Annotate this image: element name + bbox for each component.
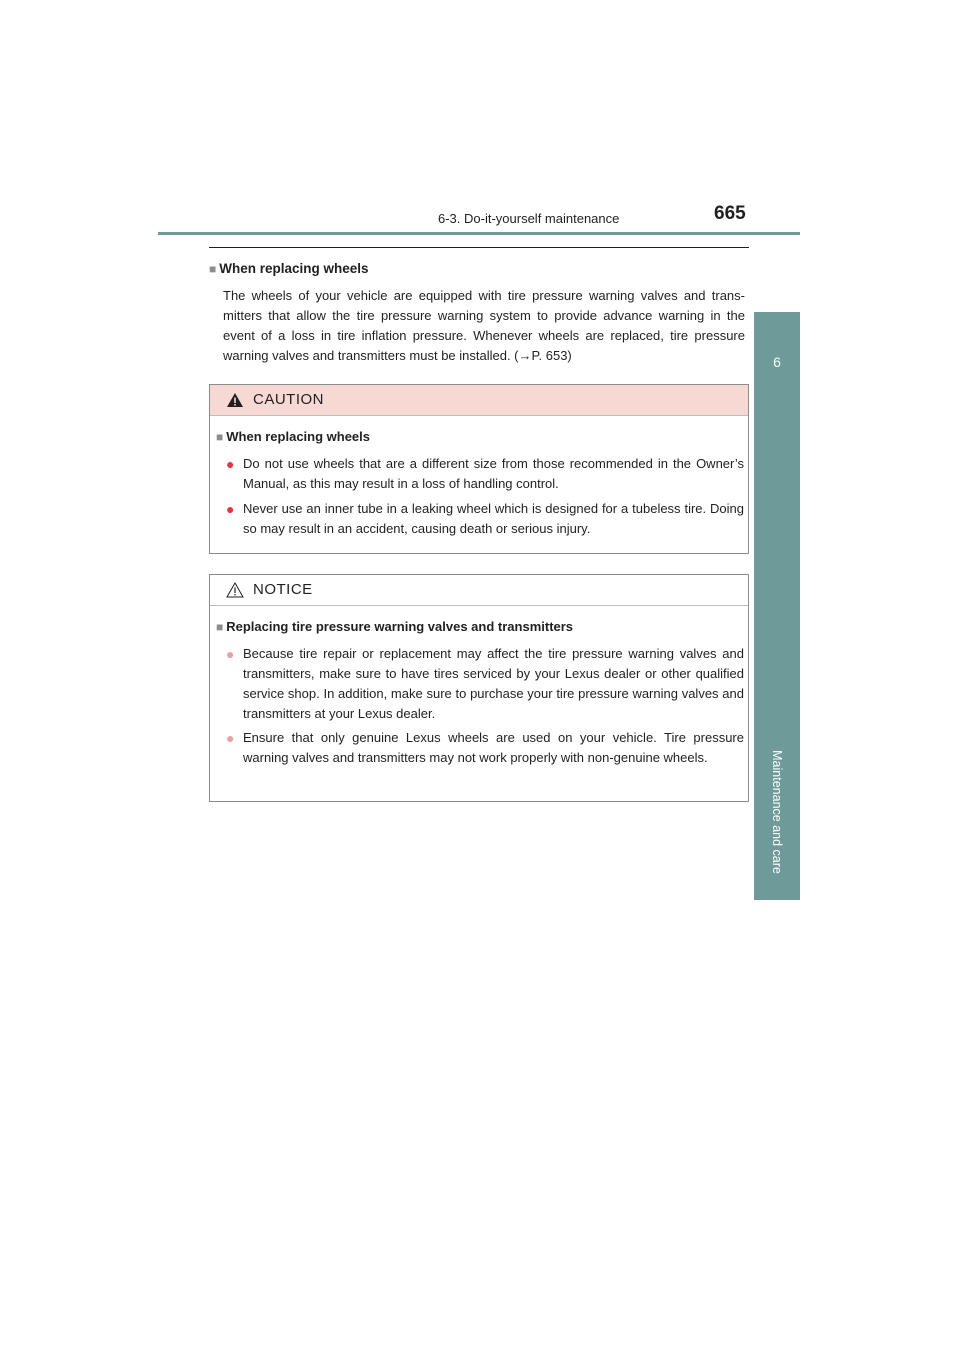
page-number: 665: [714, 203, 746, 224]
header-rule: [158, 232, 800, 235]
header-section-title: 6-3. Do-it-yourself maintenance: [438, 211, 620, 226]
warning-triangle-icon: [226, 392, 244, 408]
intro-paragraph: The wheels of your vehicle are equipped with tire pressure warning valves and trans-mitters that allow the tire pressure warning system to provide advance warning in the event of a loss in tire inflation pressure. Whenever wheels are replaced, tire pressure warning valves and transmitters must be installed. (→P. 653): [223, 288, 745, 363]
notice-bullet: [226, 644, 744, 724]
notice-triangle-icon: [226, 582, 244, 598]
chapter-label-container: [762, 742, 792, 882]
chapter-label: Maintenance and care: [770, 750, 784, 874]
circle-bullet-icon: ●: [226, 456, 235, 472]
caution-bullet: [226, 499, 744, 539]
circle-bullet-icon: ●: [226, 730, 235, 746]
chapter-side-tab: [754, 312, 800, 900]
notice-bullet: [226, 728, 744, 768]
notice-bullet-text: Because tire repair or replacement may affect the tire pressure warning valves and transmitters, make sure to have tires serviced by your Lexus dealer or other qualified service shop. In addition, make sure to purchase your tire pressure warning valves and transmitters at your Lexus dealer.: [243, 646, 744, 721]
notice-bullet-text: Ensure that only genuine Lexus wheels are used on your vehicle. Tire pressure warning valves and transmitters may not work properly with non-genuine wheels.: [243, 730, 744, 765]
caution-header: [210, 385, 748, 416]
circle-bullet-icon: ●: [226, 646, 235, 662]
caution-bullet-text: Never use an inner tube in a leaking wheel which is designed for a tubeless tire. Doing so may result in an accident, causing death or serious injury.: [243, 501, 744, 536]
square-bullet-icon: ■: [216, 430, 224, 444]
caution-heading: [216, 429, 370, 444]
caution-heading-text: When replacing wheels: [226, 429, 371, 444]
caution-box: [209, 384, 749, 554]
notice-heading: [216, 619, 573, 634]
notice-box: [209, 574, 749, 802]
notice-header: [210, 575, 748, 606]
square-bullet-icon: ■: [209, 262, 217, 276]
caution-bullet-text: Do not use wheels that are a different size from those recommended in the Owner’s Manual, as this may result in a loss of handling control.: [243, 456, 744, 491]
intro-heading-text: When replacing wheels: [219, 261, 369, 276]
square-bullet-icon: ■: [216, 620, 224, 634]
section-divider: [209, 247, 749, 248]
chapter-number: 6: [773, 354, 781, 370]
intro-heading: [209, 261, 369, 276]
notice-title: NOTICE: [253, 581, 313, 598]
notice-heading-text: Replacing tire pressure warning valves and transmitters: [226, 619, 574, 634]
caution-title: CAUTION: [253, 391, 324, 408]
caution-bullet: [226, 454, 744, 494]
circle-bullet-icon: ●: [226, 501, 235, 517]
